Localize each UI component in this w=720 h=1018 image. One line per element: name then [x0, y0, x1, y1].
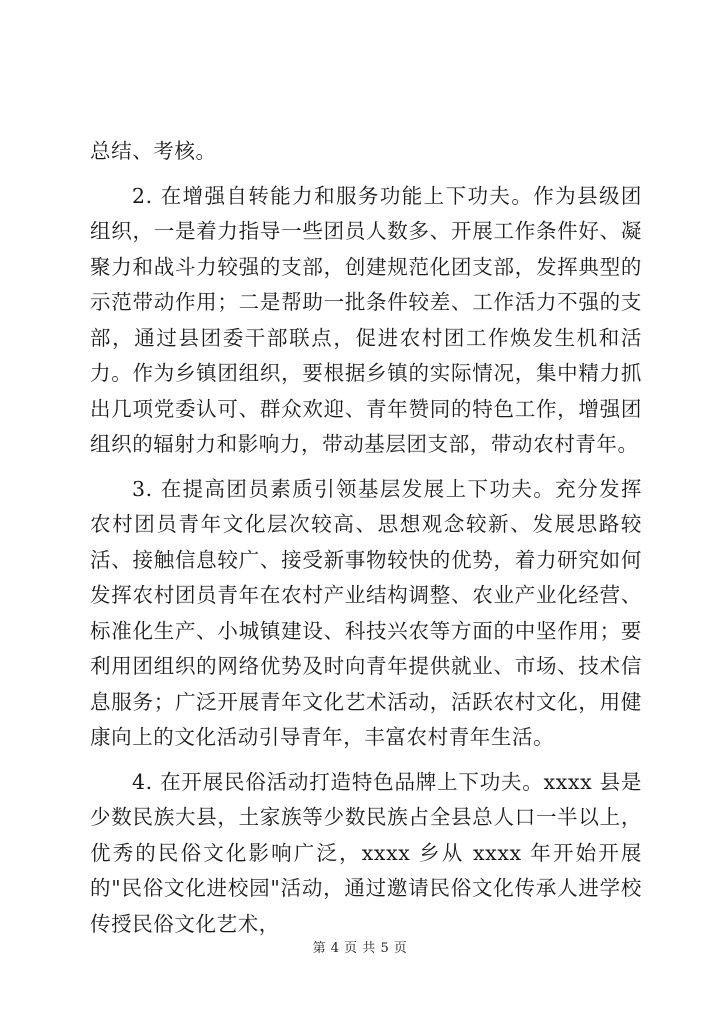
document-body — [90, 134, 642, 942]
paragraph-continuation: 总结、考核。 — [90, 139, 217, 163]
paragraph-item-3: 3. 在提高团员素质引领基层发展上下功夫。充分发挥农村团员青年文化层次较高、思想观念较新、发展思路较活、接触信息较广、接受新事物较快的优势，着力研究如何发挥农村团员青年在农村产业结构调整、农业产业化经营、标准化生产、小城镇建设、科技兴农等方面的中坚作用；要利用团组织的网络优势及时向青年提供就业、市场、技术信息服务；广泛开展青年文化艺术活动，活跃农村文化，用健康向上的文化活动引导青年，丰富农村青年生活。 — [90, 476, 642, 749]
paragraph-item-2: 2. 在增强自转能力和服务功能上下功夫。作为县级团组织，一是着力指导一些团员人数多、开展工作条件好、凝聚力和战斗力较强的支部，创建规范化团支部，发挥典型的示范带动作用；二是帮助一批条件较差、工作活力不强的支部，通过县团委干部联点，促进农村团工作焕发生机和活力。作为乡镇团组织，要根据乡镇的实际情况，集中精力抓出几项党委认可、群众欢迎、青年赞同的特色工作，增强团组织的辐射力和影响力，带动基层团支部，带动农村青年。 — [90, 183, 642, 456]
paragraph-item-4: 4. 在开展民俗活动打造特色品牌上下功夫。xxxx 县是少数民族大县，土家族等少数民族占全县总人口一半以上，优秀的民俗文化影响广泛，xxxx 乡从 xxxx 年开始开展的"民俗文化进校园"活动，通过邀请民俗文化传承人进学校传授民俗文化艺术， — [90, 769, 642, 936]
page-number-footer: 第 4 页 共 5 页 — [312, 941, 408, 956]
